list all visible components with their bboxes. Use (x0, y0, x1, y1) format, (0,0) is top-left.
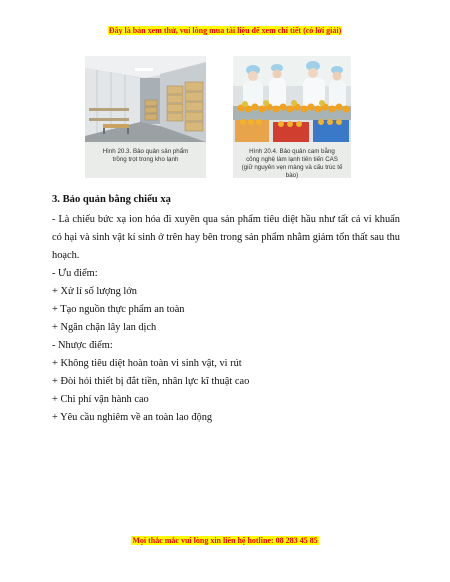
caption-line: trồng trọt trong kho lạnh (112, 156, 179, 163)
disadvantage-item: + Yêu cầu nghiêm về an toàn lao động (52, 412, 213, 423)
hotline-text: Mọi thắc mắc vui lòng xin liên hệ hotline: 08 283 45 85 (132, 536, 318, 545)
caption-line: công nghệ làm lạnh tiên tiến CAS (246, 156, 338, 163)
caption-line: (giữ nguyên vẹn màng và cấu trúc tế bào) (241, 164, 343, 179)
disadvantage-item: + Đòi hỏi thiết bị đắt tiền, nhân lực kĩ thuật cao (52, 376, 250, 387)
preview-notice-text: Đây là bản xem thử, vui lòng mua tài liệu để xem chi tiết (có lời giải) (108, 26, 342, 35)
advantage-item: + Ngăn chặn lây lan dịch (52, 322, 157, 333)
figure-orange-storage (233, 56, 351, 178)
disadvantage-item: + Không tiêu diệt hoàn toàn vi sinh vật, vi rút (52, 358, 242, 369)
disadvantage-item: + Chi phí vận hành cao (52, 394, 149, 405)
preview-notice-banner (0, 26, 450, 35)
hotline-banner (0, 536, 450, 545)
section-content (52, 191, 400, 427)
cold-storage-photo (85, 56, 206, 142)
advantage-item: + Xử lí số lượng lớn (52, 286, 137, 297)
section-heading: 3. Bảo quản bằng chiếu xạ (52, 194, 171, 205)
advantages-label: - Ưu điểm: (52, 268, 98, 279)
orange-sorting-photo (233, 56, 351, 142)
figure-caption (235, 148, 349, 180)
caption-line: Hình 20.3. Bảo quản sản phẩm (102, 148, 189, 155)
section-description: - Là chiếu bức xạ ion hóa đi xuyên qua sản phẩm tiêu diệt hầu như tất cả vi khuẩn có hại và sinh vật kí sinh ở trên hay bên trong sản phẩm nhằm giảm tổn thất sau thu hoạch. (52, 214, 400, 261)
caption-line: Hình 20.4. Bảo quản cam bằng (249, 148, 335, 155)
figure-cold-storage (85, 56, 206, 178)
figure-caption (87, 148, 204, 164)
advantage-item: + Tạo nguồn thực phẩm an toàn (52, 304, 185, 315)
disadvantages-label: - Nhược điểm: (52, 340, 113, 351)
